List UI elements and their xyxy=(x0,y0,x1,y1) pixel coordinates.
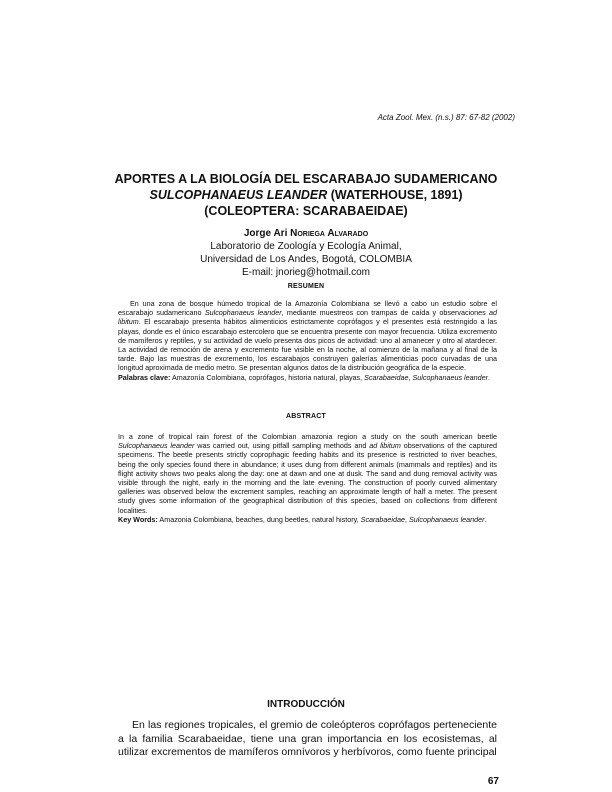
abstract-text xyxy=(118,432,497,524)
abstract-part-1: In a zone of tropical rain forest of the Colombian amazonia region a study on the south american beetle xyxy=(118,432,497,441)
resumen-text xyxy=(118,299,497,382)
abstract-heading: ABSTRACT xyxy=(285,413,327,420)
palabras-clave-label: Palabras clave: xyxy=(118,372,171,382)
introduccion-text xyxy=(118,719,497,760)
resumen-keywords xyxy=(118,373,497,382)
author-last-name: Noriega Alvarado xyxy=(290,228,369,239)
resumen-part-1: En una zona de bosque húmedo tropical de la Amazonía Colombiana se llevó a cabo un estudio sobre el escarabajo sudamericano xyxy=(118,299,497,318)
key-words-label: Key Words: xyxy=(118,514,158,524)
introduccion-body: En las regiones tropicales, el gremio de coleópteros coprófagos perteneciente a la familia Scarabaeidae, tiene una gran importancia en los ecosistemas, al utilizar excrementos de mamíferos omnívoros y herbívoros, como fuente principal xyxy=(118,719,497,758)
key-words-text: Amazonia Colombiana, beaches, dung beetles, natural history, xyxy=(157,514,361,524)
abstract-species: Sulcophanaeus leander xyxy=(118,441,195,451)
author-name xyxy=(90,227,522,240)
palabras-clave-sep: , xyxy=(408,372,413,382)
resumen-species: Sulcophanaeus leander xyxy=(204,308,282,318)
author-first-name: Jorge Ari xyxy=(243,228,291,239)
abstract-keywords xyxy=(118,515,497,524)
affiliation-line-1: Laboratorio de Zoología y Ecología Animal, xyxy=(210,241,402,252)
key-words-end: . xyxy=(484,514,487,524)
introduccion-heading: INTRODUCCIÓN xyxy=(267,699,345,710)
key-words-sep: , xyxy=(405,514,410,524)
title-line-2 xyxy=(90,187,522,203)
palabras-clave-end: . xyxy=(488,372,491,382)
resumen-part-3: . El escarabajo presenta hábitos alimenticios estrictamente coprófagos y el presentes está restringido a las playas, donde es el único escarabajo estercolero que se encuentra presente con mayor frecuencia. Utiliza excremento de mamíferos y reptiles, y su actividad de vuelo presenta dos picos de actividad: uno al amanecer y otro al atardecer. La actividad de remoción de arena y excremento fue visible en la noche, al comienzo de la mañana y al final de la tarde. Bajo las muestras de excremento, los escarabajos construyen galerías alimenticias poco curvadas de una longitud aproximada de medio metro. Se presentan algunos datos de la distribución geográfica de la especie. xyxy=(118,317,497,373)
affiliation-line-2: Universidad de Los Andes, Bogotá, COLOMBIA xyxy=(200,254,412,265)
title-species: SULCOPHANAEUS LEANDER xyxy=(149,188,328,202)
author-block xyxy=(90,227,522,279)
resumen-heading: RESUMEN xyxy=(287,283,325,290)
title-authority: (WATERHOUSE, 1891) xyxy=(327,188,463,202)
resumen-part-2: , mediante muestreos con trampas de caída y observaciones xyxy=(281,308,489,318)
palabras-clave-species: Sulcophanaeus leander xyxy=(412,372,489,382)
author-email: E-mail: jnorieg@hotmail.com xyxy=(242,267,370,278)
abstract-part-3: observations of the captured specimens. The beetle presents strictly coprophagic feeding habits and its presence is restricted to river beaches, being the only species found there in abundance; it uses dung from different animals (mammals and reptiles) and its flight activity shows two peaks along the day: one at dawn and one at dusk. The sand and dung removal activity was visible through the night, early in the morning and the late evening. The construction of poorly curved alimentary galleries was observed below the excrement samples, reaching an approximate length of half a meter. The present study gives some information of the geographical distribution of this species, based on collections from different localities. xyxy=(118,441,498,515)
page-number: 67 xyxy=(487,776,499,787)
article-title xyxy=(90,171,522,219)
palabras-clave-family: Scarabaeidae xyxy=(364,372,409,382)
palabras-clave-text: Amazonía Colombiana, coprófagos, historia natural, playas, xyxy=(170,372,365,382)
abstract-part-2: was carried out, using pitfall sampling methods and xyxy=(194,441,370,451)
title-line-1: APORTES A LA BIOLOGÍA DEL ESCARABAJO SUDAMERICANO xyxy=(114,172,498,186)
resumen-ad-libitum: ad libitum xyxy=(118,308,497,327)
abstract-ad-libitum: ad libitum xyxy=(369,441,401,451)
journal-reference: Acta Zool. Mex. (n.s.) 87: 67-82 (2002) xyxy=(377,113,515,122)
key-words-species: Sulcophanaeus leander xyxy=(409,514,485,524)
key-words-family: Scarabaeidae xyxy=(360,514,406,524)
title-line-3: (COLEOPTERA: SCARABAEIDAE) xyxy=(204,204,408,218)
